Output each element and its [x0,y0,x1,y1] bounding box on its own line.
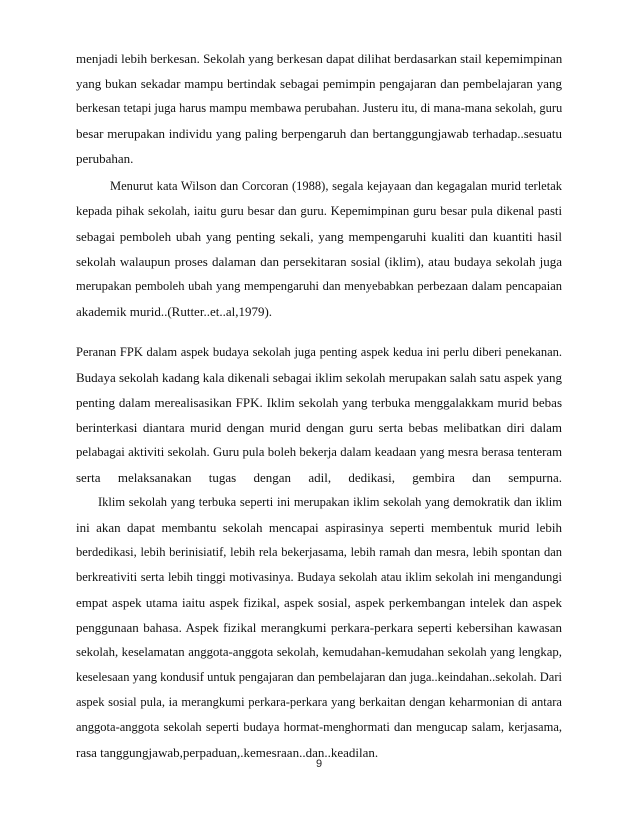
text-line: yang bukan sekadar mampu bertindak sebagai pemimpin pengajaran dan pembelajaran yang [76,76,562,91]
text-line: Menurut kata Wilson dan Corcoran (1988), segala kejayaan dan kegagalan murid terletak [110,179,562,193]
text-line: berkesan tetapi juga harus mampu membawa perubahan. Justeru itu, di mana-mana sekolah, guru [76,101,563,115]
text-line: aspek sosial pula, ia merangkumi perkara-perkara yang berkaitan dengan keharmonian di antara [76,695,562,709]
text-line: penting dalam merealisasikan FPK. Iklim sekolah yang terbuka menggalakkam murid bebas [76,395,562,410]
text-line: serta melaksanakan tugas dengan adil, dedikasi, gembira dan sempurna. [76,470,562,485]
text-line: Peranan FPK dalam aspek budaya sekolah juga penting aspek kedua ini perlu diberi penekanan. [76,345,562,359]
text-line: sebagai pemboleh ubah yang penting sekali, yang mempengaruhi kualiti dan kuantiti hasil [76,229,562,244]
text-line: Iklim sekolah yang terbuka seperti ini merupakan iklim sekolah yang demokratik dan iklim [98,495,562,509]
text-line: berdedikasi, lebih berinisiatif, lebih rela bekerjasama, lebih ramah dan mesra, lebih spontan dan [76,545,562,559]
text-line: merupakan pemboleh ubah yang mempengaruhi dan menyebabkan perbezaan dalam pencapaian [76,279,562,293]
text-line: akademik murid..(Rutter..et..al,1979). [76,304,273,319]
paragraph-2 [76,174,562,324]
paragraph-1 [76,46,562,171]
text-line: pelabagai aktiviti sekolah. Guru pula boleh bekerja dalam keadaan yang mesra berasa tenteram [76,445,562,459]
text-line: berkreativiti serta lebih tinggi motivasinya. Budaya sekolah atau iklim sekolah ini mengandungi [76,570,562,584]
page-number: 9 [315,758,323,770]
text-line: keselesaan yang kondusif untuk pengajaran dan pembelajaran dan juga..keindahan..sekolah. Dari [76,670,562,684]
text-line: anggota-anggota sekolah seperti budaya hormat-menghormati dan mengucap salam, kerjasama, [76,720,562,734]
text-line: sekolah, keselamatan anggota-anggota sekolah, kemudahan-kemudahan sekolah yang lengkap, [76,645,562,659]
text-line: empat aspek utama iaitu aspek fizikal, aspek sosial, aspek perkembangan intelek dan aspek [76,595,562,610]
text-line: kepada pihak sekolah, iaitu guru besar dan guru. Kepemimpinan guru besar pula dikenal pasti [76,204,562,218]
text-line: sekolah walaupun proses dalaman dan persekitaran sosial (iklim), atau budaya sekolah juga [76,254,562,269]
text-line: Budaya sekolah kadang kala dikenali sebagai iklim sekolah merupakan salah satu aspek yang [76,370,562,385]
text-line: ini akan dapat membantu sekolah mencapai aspirasinya seperti membentuk murid lebih [76,520,562,535]
text-line: perubahan. [76,151,134,166]
text-line: besar merupakan individu yang paling berpengaruh dan bertanggungjawab terhadap..sesuatu [76,126,562,141]
paragraph-3 [76,340,562,765]
text-line: menjadi lebih berkesan. Sekolah yang berkesan dapat dilihat berdasarkan stail kepemimpinan [76,51,563,66]
text-line: rasa tanggungjawab,perpaduan,.kemesraan..dan..keadilan. [76,745,379,760]
text-line: berinterkasi diantara murid dengan murid dengan guru serta bebas melibatkan diri dalam [76,420,562,435]
text-line: penggunaan bahasa. Aspek fizikal merangkumi perkara-perkara seperti kebersihan kawasan [76,620,562,635]
